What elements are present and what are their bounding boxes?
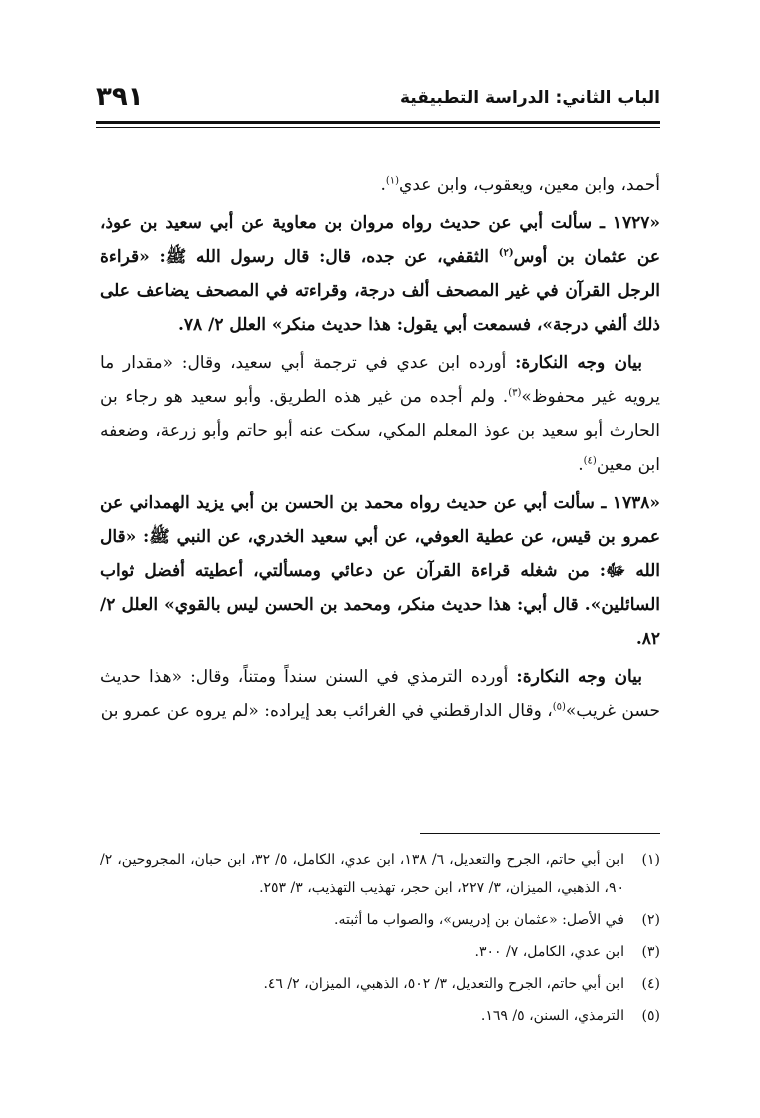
- footnote-text: في الأصل: «عثمان بن إدريس»، والصواب ما أثبته.: [334, 912, 624, 928]
- footnote-number: (٥): [641, 1008, 660, 1024]
- header-rule: [96, 121, 660, 124]
- explanation-1727-end: .: [578, 455, 584, 475]
- footnote-text: ابن عدي، الكامل، ٧/ ٣٠٠.: [474, 944, 624, 960]
- footnote-5: [100, 1002, 660, 1030]
- explanation-1738-text-b: ، وقال الدارقطني في الغرائب بعد إيراده: «لم يروه عن عمرو بن: [100, 701, 553, 721]
- footnote-number: (٢): [641, 912, 660, 928]
- footnote-3: [100, 938, 660, 966]
- footnote-number: (٤): [641, 976, 660, 992]
- footnote-text: الترمذي، السنن، ٥/ ١٦٩.: [480, 1008, 624, 1024]
- footnote-separator: [420, 833, 660, 834]
- explanation-1738-text-a: أورده الترمذي في السنن سنداً ومتناً، وقال: «هذا حديث حسن غريب»: [100, 667, 660, 721]
- footnote-number: (١): [641, 852, 660, 868]
- footnote-number: (٣): [641, 944, 660, 960]
- footnote-ref-2: (٢): [498, 247, 514, 259]
- footnote-ref-3: (٣): [508, 387, 522, 399]
- explanation-1738: [100, 660, 660, 728]
- footnote-4: [100, 970, 660, 998]
- footnote-2: [100, 906, 660, 934]
- footnote-ref-4: (٤): [583, 455, 597, 467]
- hadith-1738-text: «١٧٣٨ ـ سألت أبي عن حديث رواه محمد بن الحسن بن أبي يزيد الهمداني عن عمرو بن قيس، عن عطية العوفي، عن أبي سعيد الخدري، عن النبي ﷺ: «قال الله ﷻ: من شغله قراءة القرآن عن دعائي ومسألتي، أعطيته أفضل ثواب السائلين». قال أبي: هذا حديث منكر، ومحمد بن الحسن ليس بالقوي» العلل ٢/ ٨٢.: [100, 493, 660, 649]
- header-rule-thin: [96, 127, 660, 128]
- footnotes: [100, 846, 660, 1034]
- footnote-text: ابن أبي حاتم، الجرح والتعديل، ٦/ ١٣٨، ابن عدي، الكامل، ٥/ ٣٢، ابن حبان، المجروحين، ٢/ ٩٠، الذهبي، الميزان، ٣/ ٢٢٧، ابن حجر، تهذيب التهذيب، ٣/ ٢٥٣.: [100, 852, 624, 896]
- paragraph-1-text: أحمد، وابن معين، ويعقوب، وابن عدي: [399, 175, 660, 195]
- explanation-1727-text-b: . ولم أجده من غير هذه الطريق. وأبو سعيد هو رجاء بن الحارث أبو سعيد بن عوذ المعلم المكي، سكت عنه أبو حاتم وأبو زرعة، وضعفه ابن معين: [100, 387, 660, 475]
- paragraph-1: [100, 168, 660, 202]
- hadith-1727: [100, 206, 660, 342]
- explanation-1727-text-a: أورده ابن عدي في ترجمة أبي سعيد، وقال: «مقدار ما يرويه غير محفوظ»: [100, 353, 660, 407]
- hadith-1727-text-a: «١٧٢٧ ـ سألت أبي عن حديث رواه مروان بن معاوية عن أبي سعيد بن عوذ، عن عثمان بن أوس: [100, 213, 660, 267]
- explanation-label-1: بيان وجه النكارة:: [515, 353, 642, 373]
- footnote-ref-5: (٥): [552, 701, 566, 713]
- footnote-1: [100, 846, 660, 902]
- hadith-1727-text-b: الثقفي، عن جده، قال: قال رسول الله ﷺ: «قراءة الرجل القرآن في غير المصحف ألف درجة، وقراءته في المصحف يضاعف على ذلك ألفي درجة»، فسمعت أبي يقول: هذا حديث منكر» العلل ٢/ ٧٨.: [100, 247, 660, 335]
- chapter-title: الباب الثاني: الدراسة التطبيقية: [399, 88, 660, 108]
- explanation-label-2: بيان وجه النكارة:: [516, 667, 642, 687]
- main-text: [100, 168, 660, 732]
- explanation-1727: [100, 346, 660, 482]
- page-number: ٣٩١: [96, 82, 144, 112]
- footnote-ref-1: (١): [385, 175, 400, 187]
- hadith-1738: [100, 486, 660, 656]
- running-header: [96, 78, 660, 120]
- footnote-text: ابن أبي حاتم، الجرح والتعديل، ٣/ ٥٠٢، الذهبي، الميزان، ٢/ ٤٦.: [263, 976, 624, 992]
- paragraph-1-end: .: [380, 175, 386, 195]
